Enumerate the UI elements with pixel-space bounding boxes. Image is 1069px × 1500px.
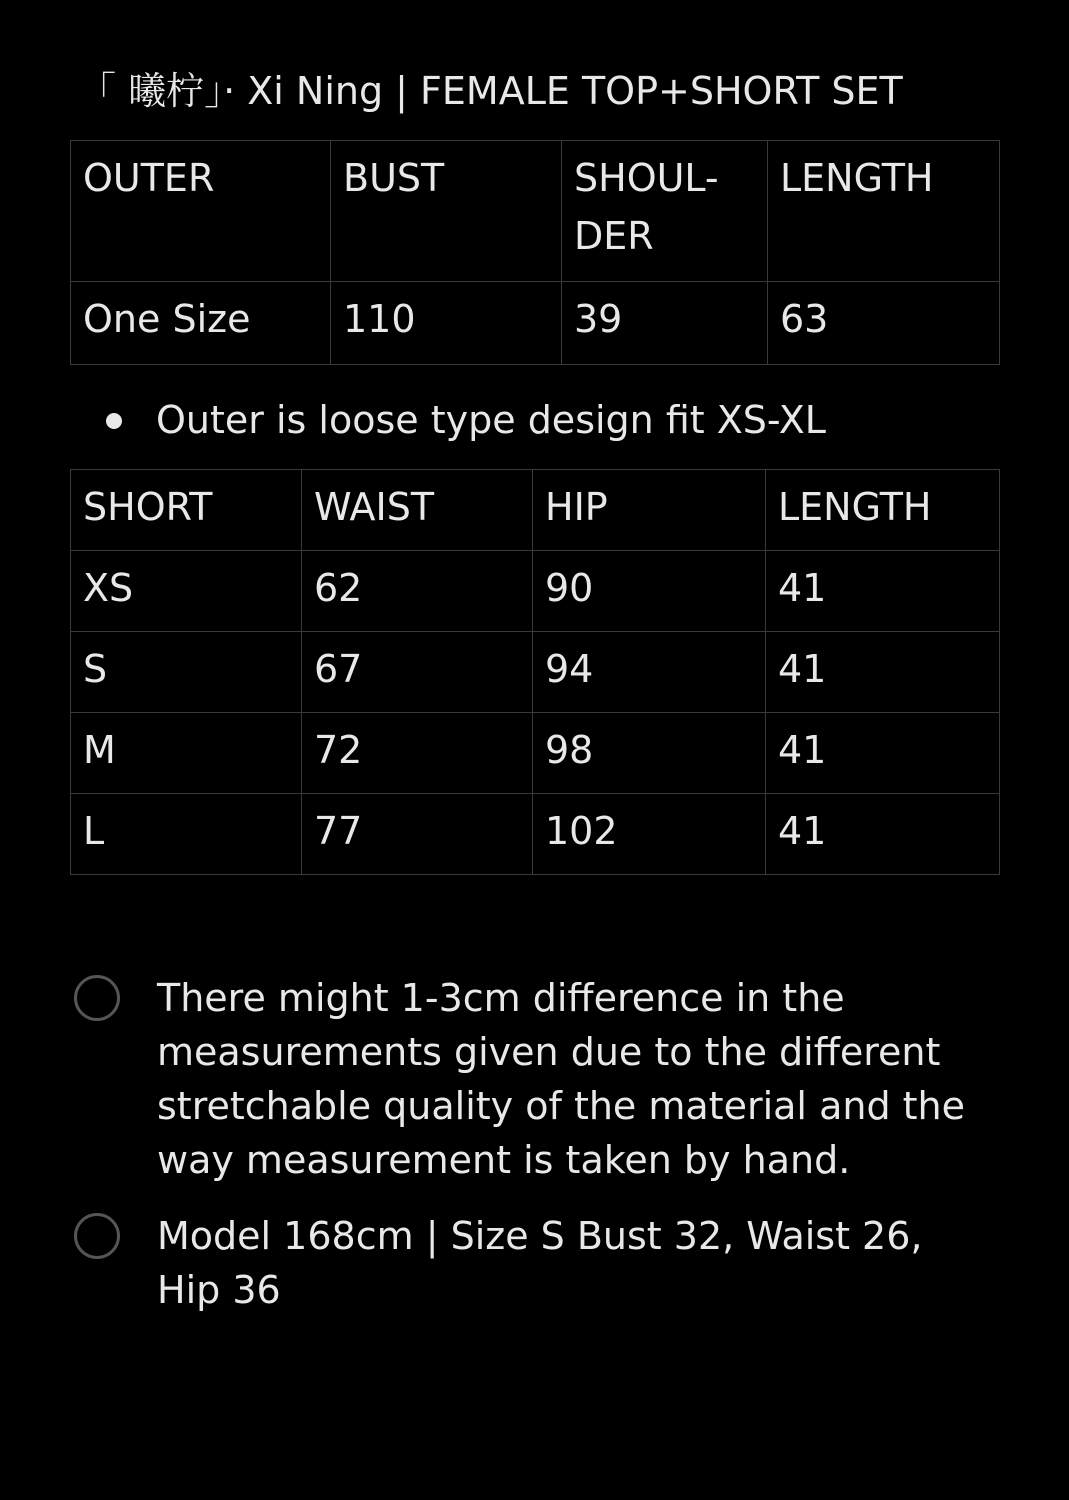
table-cell: S	[71, 632, 302, 713]
table-header-cell: SHOUL- DER	[562, 141, 768, 282]
table-cell: 110	[331, 282, 562, 365]
table-cell: 98	[533, 713, 766, 794]
table-row	[71, 551, 1000, 632]
outer-fit-note-text: Outer is loose type design fit XS-XL	[156, 398, 826, 442]
table-header-cell: OUTER	[71, 141, 331, 282]
table-cell: 41	[766, 632, 1000, 713]
table-cell: 63	[768, 282, 1000, 365]
circle-bullet-icon	[74, 1213, 120, 1259]
note-text: There might 1-3cm difference in the measurements given due to the different stretchable quality of the material and the way measurement is taken by hand.	[157, 976, 966, 1182]
table-cell: 41	[766, 551, 1000, 632]
table-cell: One Size	[71, 282, 331, 365]
table-header-cell: LENGTH	[768, 141, 1000, 282]
short-size-table	[70, 469, 1000, 875]
table-header-cell: WAIST	[302, 470, 533, 551]
table-cell: XS	[71, 551, 302, 632]
table-row	[71, 632, 1000, 713]
table-header-row	[71, 470, 1000, 551]
table-cell: 90	[533, 551, 766, 632]
table-cell: 39	[562, 282, 768, 365]
table-header-cell: HIP	[533, 470, 766, 551]
table-cell: L	[71, 794, 302, 875]
outer-fit-note	[100, 394, 826, 446]
table-header-cell: LENGTH	[766, 470, 1000, 551]
table-cell: 41	[766, 713, 1000, 794]
table-row	[71, 713, 1000, 794]
table-row	[71, 282, 1000, 365]
page-title: 「 曦柠」· Xi Ning | FEMALE TOP+SHORT SET	[78, 69, 903, 113]
table-header-cell: SHORT	[71, 470, 302, 551]
table-cell: 62	[302, 551, 533, 632]
outer-size-table	[70, 140, 1000, 365]
table-row	[71, 794, 1000, 875]
table-cell: 77	[302, 794, 533, 875]
table-cell: M	[71, 713, 302, 794]
table-cell: 94	[533, 632, 766, 713]
circle-bullet-icon	[74, 975, 120, 1021]
table-header-cell: BUST	[331, 141, 562, 282]
note-text: Model 168cm | Size S Bust 32, Waist 26, Hip 36	[157, 1214, 923, 1312]
table-cell: 102	[533, 794, 766, 875]
note-item	[74, 975, 994, 1187]
table-cell: 72	[302, 713, 533, 794]
note-item	[74, 1213, 994, 1317]
bullet-dot-icon	[106, 413, 122, 429]
table-cell: 67	[302, 632, 533, 713]
table-cell: 41	[766, 794, 1000, 875]
table-header-row	[71, 141, 1000, 282]
